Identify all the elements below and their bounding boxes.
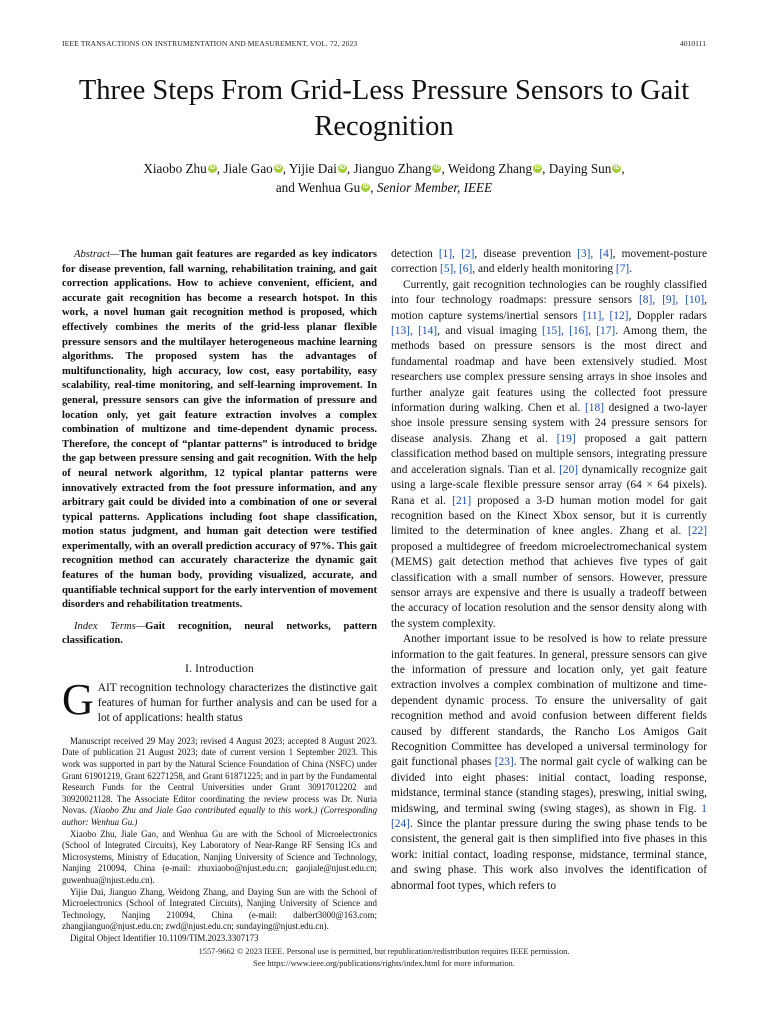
- footnote-contribution-note: (Xiaobo Zhu and Jiale Gao contributed equally to this work.) (Corresponding author: Wenhua Gu.): [62, 805, 378, 827]
- author-name: Weidong Zhang: [447, 161, 533, 176]
- citation-link[interactable]: [22]: [688, 525, 707, 538]
- author-name: Yijie Dai: [288, 161, 337, 176]
- body-paragraph: [391, 632, 707, 894]
- body-text: proposed a gait pattern classification method based on multiple sensors, integrating pressure and acceleration signals. Tian et al.: [391, 432, 707, 476]
- author-name: Xiaobo Zhu: [143, 161, 207, 176]
- citation-link[interactable]: [3], [4]: [577, 248, 613, 260]
- orcid-icon[interactable]: iD: [433, 165, 440, 171]
- body-text: proposed a 3-D human motion model for gait recognition based on the Kinect Xbox sensor, but it is currently limited to the determination of knee angles. Zhang et al.: [391, 494, 707, 538]
- author-name: Jiale Gao: [223, 161, 273, 176]
- body-text: , movement-posture correction: [391, 248, 707, 276]
- body-text: .: [629, 263, 633, 276]
- left-column: [62, 248, 377, 945]
- index-terms-label: Index Terms—: [74, 620, 146, 632]
- author-conjunction: and: [275, 180, 295, 195]
- orcid-icon[interactable]: iD: [339, 165, 346, 171]
- citation-link[interactable]: [15], [16], [17]: [542, 325, 616, 338]
- body-text: , disease prevention: [474, 248, 578, 260]
- figure-link[interactable]: 1: [701, 802, 707, 815]
- body-text: , and elderly health monitoring: [472, 263, 616, 276]
- body-text: . The normal gait cycle of walking can be divided into eight phases: initial contact, loading response, midstance, terminal stance (standing stages), preswing, initial swing, midswing, and terminal swing (swing stages), as shown in Fig.: [391, 756, 708, 815]
- copyright-line: 1557-9662 © 2023 IEEE. Personal use is permitted, but republication/redistribution requires IEEE permission.: [198, 947, 570, 956]
- author-list: Xiaobo Zhu iD , Jiale Gao iD , Yijie Dai iD , Jianguo Zhang iD , Weidong Zhang iD , Daying Sun iD , and Wenhua Gu iD , Senior Member, IEEE: [143, 161, 625, 195]
- body-text: Currently, gait recognition technologies can be roughly classified into four technology roadmaps: pressure sensors: [391, 278, 707, 307]
- abstract-label: Abstract—: [74, 249, 120, 260]
- footnote-affiliation-2: Yijie Dai, Jianguo Zhang, Weidong Zhang, and Daying Sun are with the School of Microelectronics (School of Integrated Circuits), Nanjing University of Science and Technology, Nanjing 210094, China (e-mail: dalbert3000@163.com; zhangjianguo@njust.edu.cn; zwd@njust.edu.cn; sundaying@njust.edu.cn).: [62, 886, 377, 932]
- citation-link[interactable]: [20]: [559, 463, 579, 476]
- citation-link[interactable]: [8], [9], [10]: [638, 294, 705, 307]
- orcid-icon[interactable]: iD: [209, 165, 216, 171]
- citation-link[interactable]: [19]: [556, 432, 576, 445]
- body-text: proposed a multidegree of freedom microelectromechanical system (MEMS) gait detection method that achieves five types of gait classification with a small number of sensors. However, pressure sensor arrays are expensive and there is usually a tradeoff between the accuracy of location resolution and the sensor density along with the system complexity.: [391, 540, 707, 630]
- intro-paragraph: [62, 674, 377, 727]
- footnote-manuscript-info: Manuscript received 29 May 2023; revised 4 August 2023; accepted 8 August 2023. Date of publication 21 August 2023; date of current version 1 September 2023. This work was supported in part by the Natural Science Foundation of China (NSFC) under Grant 61901219, Grant 62271258, and Grant 61871225; and in part by the Fundamental Research Funds for the Central Universities under Grant 30917012202 and 30920021128. The Associate Editor coordinating the review process was Dr. Nuria Novas.: [62, 735, 377, 816]
- index-terms-text: Gait recognition, neural networks, pattern classification.: [62, 620, 377, 647]
- citation-link[interactable]: [11], [12]: [582, 309, 629, 322]
- rights-url-line: See https://www.ieee.org/publications/rights/index.html for more information.: [253, 959, 515, 968]
- orcid-icon[interactable]: iD: [275, 165, 282, 171]
- body-paragraph: [391, 247, 707, 278]
- abstract-text: The human gait features are regarded as key indicators for disease prevention, fall warning, rehabilitation training, and gait correction applications. How to achieve convenient, efficient, and accurate gait recognition has become a research hotspot. In this work, a novel human gait recognition method is proposed, which effectively combines the merits of the grid-less planar flexible pressure sensors and the multilayer heterogeneous machine learning algorithms. The proposed system has the advantages of multifunctionality, high accuracy, low cost, easy portability, easy scalability, real-time monitoring, and self-learning improvement. In general, pressure sensors can give the information of pressure and location only, yet gait feature extraction involves a complex combination of multizone and time-dependent dynamic process. Therefore, the concept of “plantar patterns” is introduced to bridge the gap between pressure sensing and gait recognition. With the help of neural network algorithm, 12 typical plantar patterns were innovatively extracted from the foot pressure information, and any arbitrary gait could be divided into a combination of one or several typical patterns. Applications including foot shape classification, motion status judgment, and human gait detection were testified experimentally, with an overall prediction accuracy of 97%. This gait recognition method can accurately characterize the dynamic gait features of the human body, providing visualized, accurate, and quantifiable technical support for the early intervention of movement disorders and rehabilitation treatments.: [62, 249, 377, 611]
- drop-cap: G: [62, 674, 94, 724]
- body-text: , motion capture systems/inertial sensors: [391, 294, 707, 322]
- citation-link[interactable]: [7]: [615, 263, 630, 276]
- intro-text: AIT recognition technology characterizes the distinctive gait features of human for further analysis and can be used for a lot of applications: health status: [97, 681, 377, 725]
- author-membership: Senior Member, IEEE: [376, 180, 493, 195]
- orcid-icon[interactable]: iD: [534, 165, 541, 171]
- orcid-icon[interactable]: iD: [362, 184, 369, 190]
- body-text: designed a two-layer shoe insole pressure sensing system with 24 pressure sensors for disease analysis. Zhang et al.: [391, 402, 707, 445]
- body-text: Another important issue to be resolved is how to relate pressure information to the gait features. In general, pressure sensors can give the information of pressure and location only, yet gait feature extraction involves a complex combination of multizone and time-dependent dynamic process. To ensure the universality of gait recognition method and avoid confusion between different fields caused by different standards, the Rancho Los Amigos Gait Recognition Committee has developed a universal terminology for gait functional phases: [391, 633, 707, 769]
- body-text: . Among them, the methods based on pressure sensors is the most direct and fundamental roadmap and have been extensively studied. Most researchers use complex pressure sensing arrays in shoe insoles and further analyze gait features using the collected foot pressure information during walking. Chen et al.: [391, 325, 707, 415]
- citation-link[interactable]: [1], [2]: [438, 248, 475, 260]
- citation-link[interactable]: [13], [14]: [391, 325, 438, 338]
- footnote-doi: Digital Object Identifier 10.1109/TIM.2023.3307173: [70, 932, 259, 943]
- body-text: , Doppler radars: [628, 309, 707, 322]
- citation-link[interactable]: [23]: [494, 756, 514, 769]
- running-header-page-id: 4010111: [679, 39, 706, 48]
- section-heading-introduction: I. Introduction: [185, 663, 254, 676]
- abstract: [62, 248, 377, 613]
- citation-link[interactable]: [24]: [391, 818, 410, 831]
- body-text: , and visual imaging: [437, 325, 543, 338]
- citation-link[interactable]: [21]: [452, 494, 472, 507]
- right-column: [391, 247, 707, 894]
- footnote-affiliation-1: Xiaobo Zhu, Jiale Gao, and Wenhua Gu are with the School of Microelectronics (School of Integrated Circuits), Key Laboratory of Near-Range RF Sensing ICs and Microsystems, Ministry of Education, Nanjing University of Science and Technology, Nanjing 210094, China (e-mail: zhuxiaobo@njust.edu.cn; gaojiale@njust.edu.cn; guwenhua@njust.edu.cn).: [62, 828, 377, 885]
- body-text: dynamically recognize gait using a large-scale flexible pressure sensor array (64 × 64 pixels). Rana et al.: [391, 463, 707, 507]
- first-page-footnote: [62, 736, 377, 945]
- author-name: Wenhua Gu: [297, 180, 361, 195]
- orcid-icon[interactable]: iD: [613, 165, 620, 171]
- author-name: Jianguo Zhang: [353, 161, 432, 176]
- copyright-footer: [0, 946, 768, 970]
- index-terms: [62, 620, 377, 649]
- body-text: detection: [391, 248, 439, 260]
- author-name: Daying Sun: [548, 161, 612, 176]
- body-text: . Since the plantar pressure during the swing phase tends to be consistent, the general gait is then simplified into five phases in this work: initial contact, loading response, midstance, terminal stance, and swing phase. This work also involves the identification of abnormal foot types, which refers to: [391, 818, 707, 892]
- citation-link[interactable]: [18]: [585, 402, 604, 415]
- running-header-journal: IEEE TRANSACTIONS ON INSTRUMENTATION AND MEASUREMENT, VOL. 72, 2023: [62, 39, 358, 48]
- paper-title: Three Steps From Grid-Less Pressure Sensors to Gait Recognition: [78, 75, 690, 142]
- citation-link[interactable]: [5], [6]: [440, 263, 473, 276]
- body-paragraph: [391, 278, 707, 632]
